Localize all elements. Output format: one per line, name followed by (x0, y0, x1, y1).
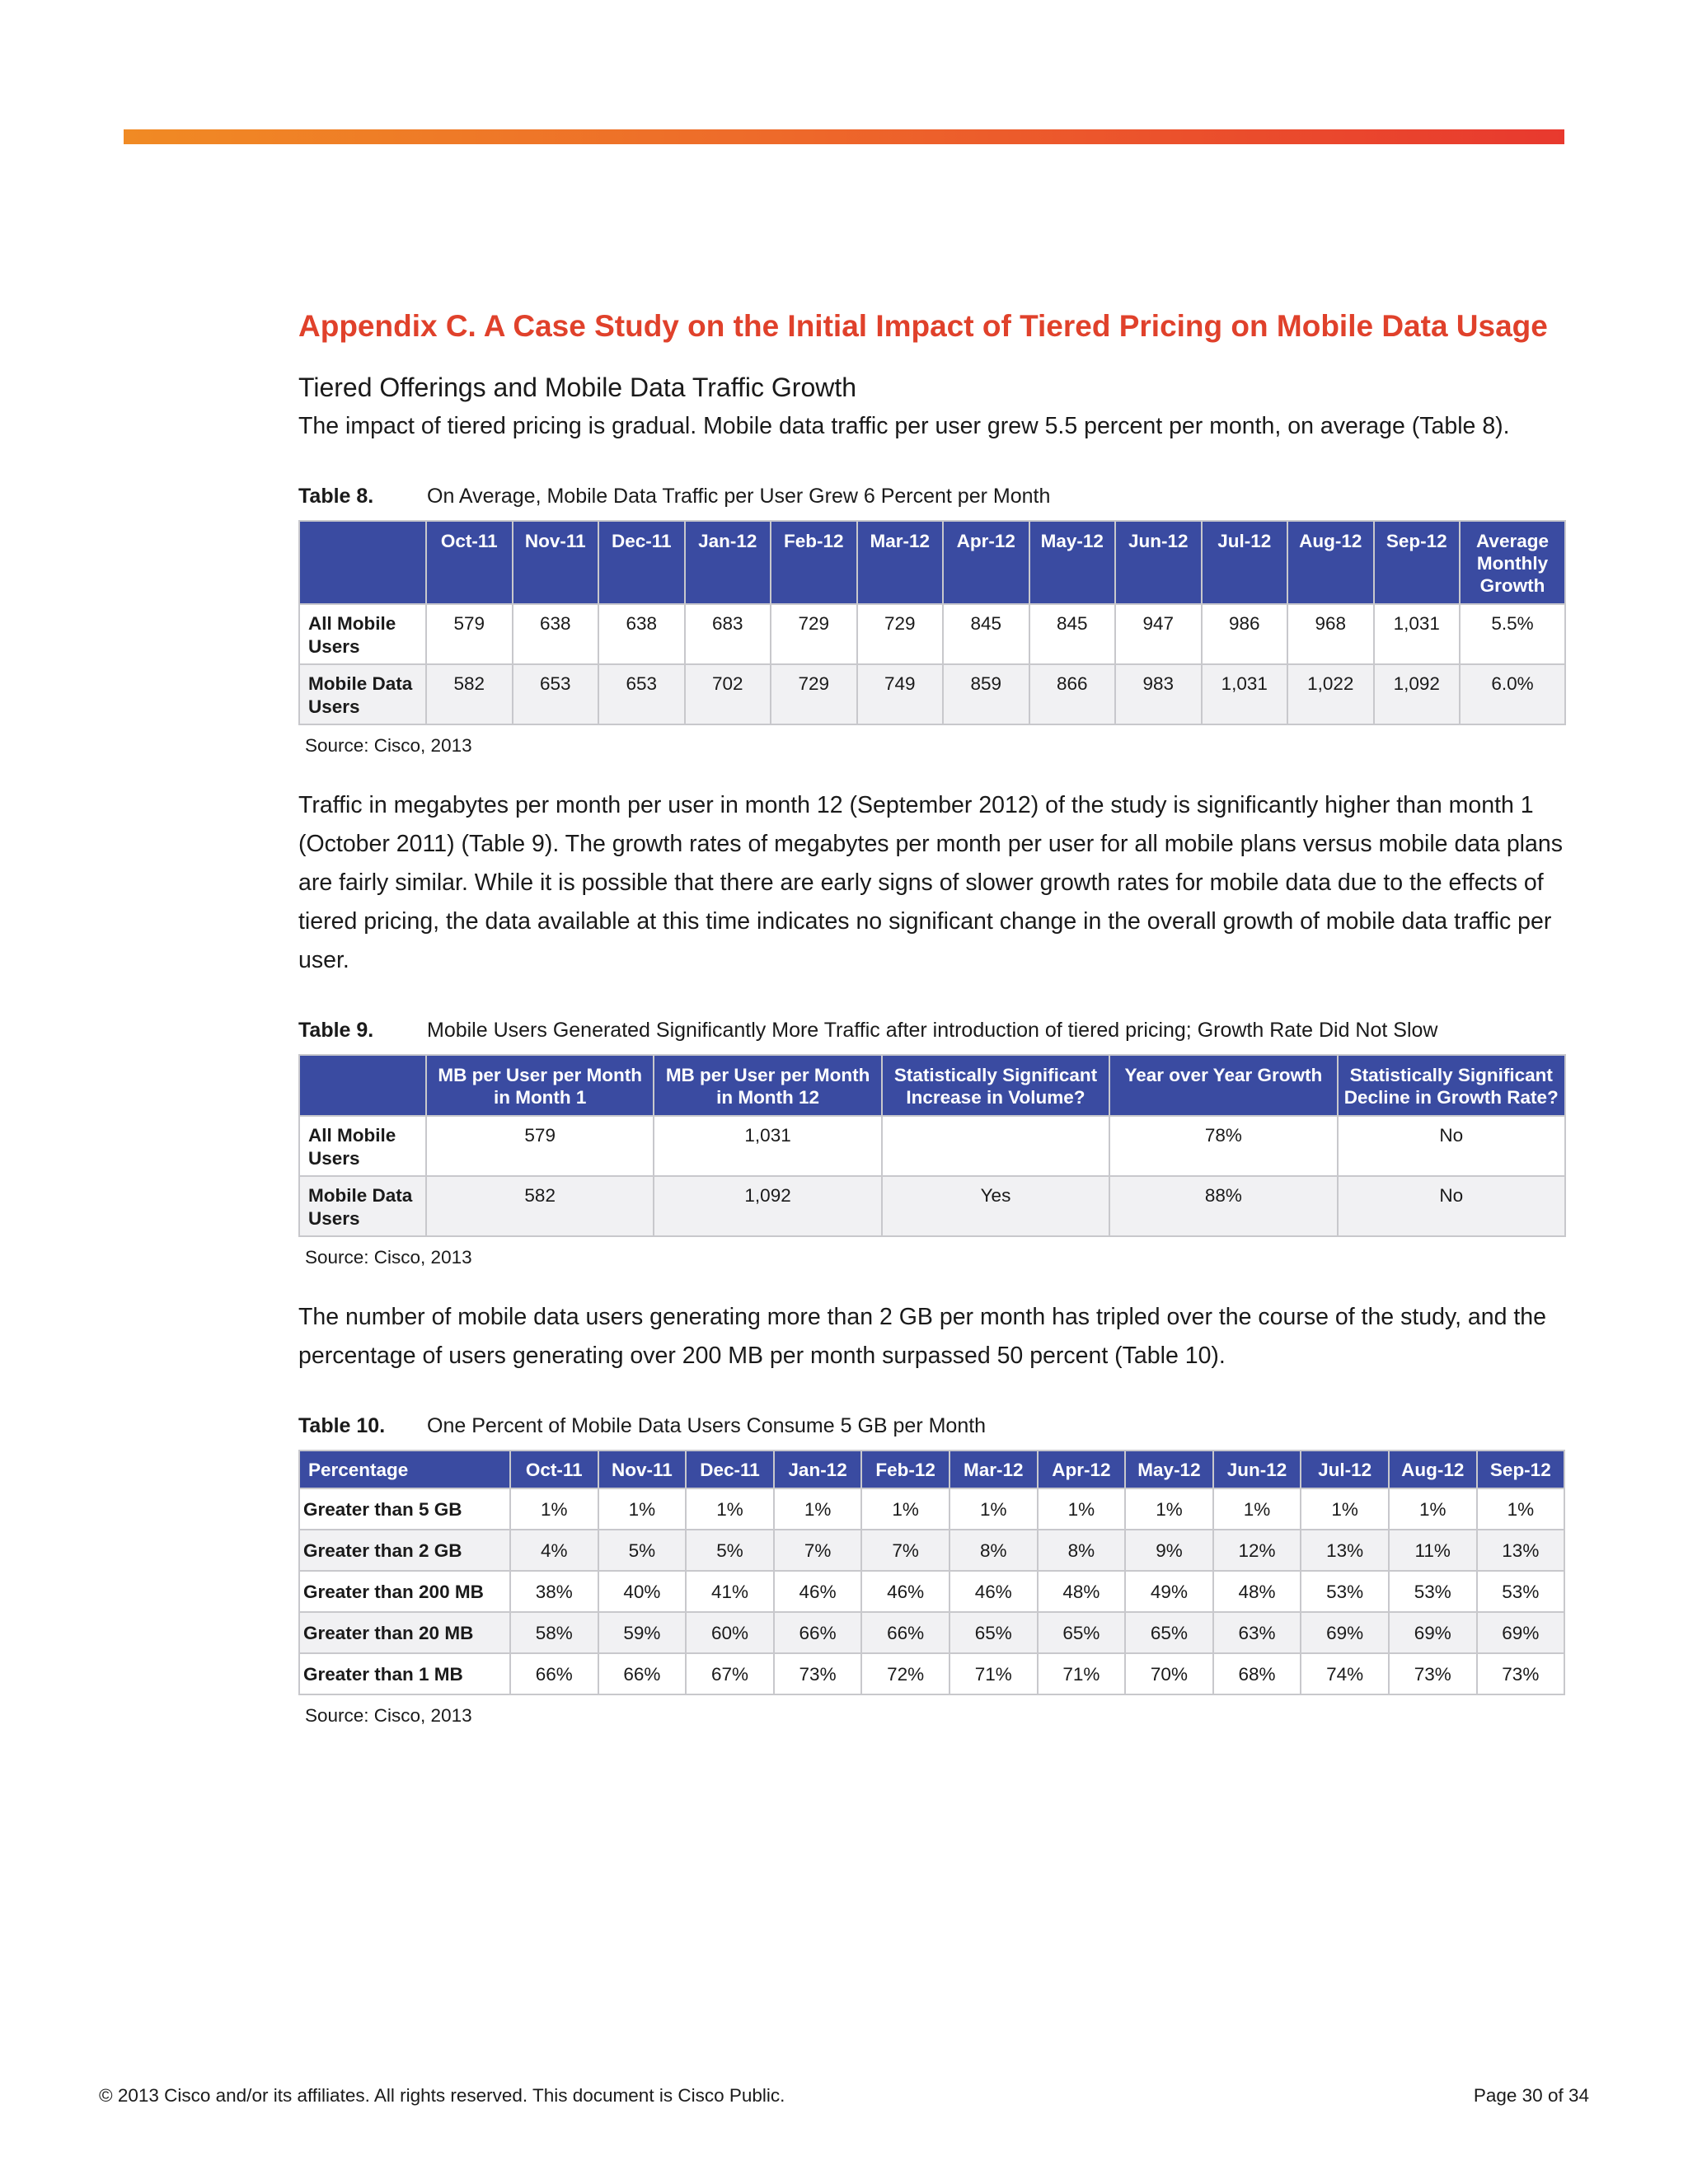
table-cell: 653 (598, 664, 685, 724)
column-header: May-12 (1029, 521, 1116, 604)
table-cell: 5% (686, 1530, 774, 1571)
column-header: Statistically Significant Decline in Growth Rate? (1338, 1055, 1565, 1116)
column-header (299, 1055, 426, 1116)
table-cell: 4% (510, 1530, 598, 1571)
page-content (298, 305, 1564, 1728)
table-10-title: One Percent of Mobile Data Users Consume 5 GB per Month (427, 1414, 987, 1437)
table-8-source: Source: Cisco, 2013 (305, 735, 472, 756)
table-cell: 13% (1477, 1530, 1565, 1571)
table-8-title: On Average, Mobile Data Traffic per User Grew 6 Percent per Month (427, 485, 1051, 508)
table-cell: 71% (950, 1653, 1038, 1694)
table-cell: 1,092 (1374, 664, 1461, 724)
table-cell: 986 (1202, 604, 1288, 664)
table-8-number: Table 8. (298, 485, 374, 508)
table-cell: 866 (1029, 664, 1116, 724)
table-cell: 638 (598, 604, 685, 664)
table-cell: 73% (1477, 1653, 1565, 1694)
column-header: Mar-12 (950, 1451, 1038, 1488)
table-cell: 582 (426, 1176, 654, 1236)
table-cell: 73% (774, 1653, 862, 1694)
column-header: MB per User per Month in Month 12 (654, 1055, 881, 1116)
table-cell: 1% (1477, 1488, 1565, 1530)
column-header: Year over Year Growth (1109, 1055, 1337, 1116)
column-header: Jan-12 (685, 521, 771, 604)
table-cell: 845 (943, 604, 1029, 664)
table-cell: 1% (1301, 1488, 1389, 1530)
table-cell: 13% (1301, 1530, 1389, 1571)
table-cell: 69% (1477, 1612, 1565, 1653)
table-cell: 67% (686, 1653, 774, 1694)
table-cell: 1% (774, 1488, 862, 1530)
table-cell: 729 (771, 604, 857, 664)
table-cell: 74% (1301, 1653, 1389, 1694)
table-cell: 1,031 (1374, 604, 1461, 664)
table-cell: 1% (950, 1488, 1038, 1530)
paragraph-1: The impact of tiered pricing is gradual. Mobile data traffic per user grew 5.5 percent per month, on average (Table 8). (298, 413, 1510, 439)
column-header: Jun-12 (1213, 1451, 1301, 1488)
paragraph-2: Traffic in megabytes per month per user in month 12 (September 2012) of the study is significantly higher than month 1 (October 2011) (Table 9). The growth rates of megabytes per month per user for all mobile plans versus mobile data plans are fairly similar. While it is possible that there are early signs of slower growth rates for mobile data due to the effects of tiered pricing, the data available at this time indicates no significant change in the overall growth of mobile data traffic per user. (298, 792, 1563, 973)
footer-copyright: © 2013 Cisco and/or its affiliates. All rights reserved. This document is Cisco Public. (99, 2085, 785, 2106)
column-header: Jul-12 (1301, 1451, 1389, 1488)
table-cell: 1,031 (654, 1116, 881, 1176)
table-10-caption (298, 1412, 1564, 1440)
table-header-row (299, 521, 1565, 604)
table-cell: 46% (950, 1571, 1038, 1612)
table-8 (298, 520, 1566, 725)
table-cell: 859 (943, 664, 1029, 724)
section-title: Tiered Offerings and Mobile Data Traffic Growth (298, 373, 857, 402)
table-cell: 63% (1213, 1612, 1301, 1653)
table-9-number: Table 9. (298, 1019, 374, 1042)
table-cell: 1,022 (1287, 664, 1374, 724)
table-cell: 749 (857, 664, 944, 724)
table-cell: 8% (950, 1530, 1038, 1571)
table-cell: 58% (510, 1612, 598, 1653)
table-cell: 653 (513, 664, 599, 724)
table-cell: 65% (1038, 1612, 1126, 1653)
table-cell: 12% (1213, 1530, 1301, 1571)
table-cell: 1,092 (654, 1176, 881, 1236)
table-cell: 65% (950, 1612, 1038, 1653)
table-cell: 1,031 (1202, 664, 1288, 724)
table-cell: 8% (1038, 1530, 1126, 1571)
row-header-cell: Greater than 2 GB (299, 1530, 510, 1571)
row-header-cell: All Mobile Users (299, 1116, 426, 1176)
table-cell: 66% (861, 1612, 950, 1653)
table-cell (882, 1116, 1109, 1176)
table-cell: 1% (1213, 1488, 1301, 1530)
table-cell: Yes (882, 1176, 1109, 1236)
column-header: Percentage (299, 1451, 510, 1488)
table-row (299, 664, 1565, 724)
table-cell: 845 (1029, 604, 1116, 664)
table-cell: 1% (1038, 1488, 1126, 1530)
column-header: Apr-12 (943, 521, 1029, 604)
table-row (299, 1530, 1564, 1571)
table-cell: 46% (861, 1571, 950, 1612)
table-row (299, 1488, 1564, 1530)
table-cell: 78% (1109, 1116, 1337, 1176)
table-cell: 582 (426, 664, 513, 724)
table-cell: 72% (861, 1653, 950, 1694)
row-header-cell: Mobile Data Users (299, 1176, 426, 1236)
table-10-number: Table 10. (298, 1414, 386, 1437)
table-cell: No (1338, 1176, 1565, 1236)
table-cell: 49% (1125, 1571, 1213, 1612)
table-cell: 66% (774, 1612, 862, 1653)
column-header: Feb-12 (861, 1451, 950, 1488)
column-header: Nov-11 (513, 521, 599, 604)
header-accent-bar (124, 129, 1564, 144)
column-header: Nov-11 (598, 1451, 687, 1488)
table-row (299, 1571, 1564, 1612)
table-cell: 71% (1038, 1653, 1126, 1694)
table-cell: 53% (1301, 1571, 1389, 1612)
table-10-source: Source: Cisco, 2013 (305, 1705, 472, 1726)
table-cell: 683 (685, 604, 771, 664)
table-cell: 65% (1125, 1612, 1213, 1653)
row-header-cell: Greater than 200 MB (299, 1571, 510, 1612)
appendix-title: Appendix C. A Case Study on the Initial Impact of Tiered Pricing on Mobile Data Usage (298, 309, 1548, 343)
table-cell: 88% (1109, 1176, 1337, 1236)
table-cell: 48% (1038, 1571, 1126, 1612)
table-cell: No (1338, 1116, 1565, 1176)
table-row (299, 1653, 1564, 1694)
column-header: Average Monthly Growth (1460, 521, 1565, 604)
table-cell: 38% (510, 1571, 598, 1612)
table-cell: 41% (686, 1571, 774, 1612)
table-cell: 48% (1213, 1571, 1301, 1612)
table-cell: 1% (598, 1488, 687, 1530)
column-header: Jun-12 (1115, 521, 1202, 604)
table-cell: 968 (1287, 604, 1374, 664)
footer-page-number: Page 30 of 34 (1473, 2085, 1589, 2106)
row-header-cell: Greater than 1 MB (299, 1653, 510, 1694)
table-9-caption (298, 1016, 1564, 1044)
column-header: Sep-12 (1477, 1451, 1565, 1488)
row-header-cell: All Mobile Users (299, 604, 426, 664)
table-cell: 7% (861, 1530, 950, 1571)
column-header: Sep-12 (1374, 521, 1461, 604)
table-cell: 73% (1389, 1653, 1477, 1694)
table-cell: 5% (598, 1530, 687, 1571)
column-header: Oct-11 (426, 521, 513, 604)
table-row (299, 1116, 1565, 1176)
row-header-cell: Greater than 20 MB (299, 1612, 510, 1653)
column-header: May-12 (1125, 1451, 1213, 1488)
column-header: Oct-11 (510, 1451, 598, 1488)
column-header: MB per User per Month in Month 1 (426, 1055, 654, 1116)
table-cell: 53% (1389, 1571, 1477, 1612)
table-cell: 1% (1389, 1488, 1477, 1530)
column-header: Jan-12 (774, 1451, 862, 1488)
table-cell: 638 (513, 604, 599, 664)
table-cell: 5.5% (1460, 604, 1565, 664)
table-cell: 947 (1115, 604, 1202, 664)
table-cell: 1% (861, 1488, 950, 1530)
column-header: Apr-12 (1038, 1451, 1126, 1488)
table-cell: 1% (510, 1488, 598, 1530)
column-header: Feb-12 (771, 521, 857, 604)
table-cell: 702 (685, 664, 771, 724)
table-cell: 60% (686, 1612, 774, 1653)
row-header-cell: Mobile Data Users (299, 664, 426, 724)
table-cell: 69% (1301, 1612, 1389, 1653)
column-header: Aug-12 (1287, 521, 1374, 604)
column-header: Statistically Significant Increase in Volume? (882, 1055, 1109, 1116)
table-header-row (299, 1451, 1564, 1488)
table-cell: 729 (771, 664, 857, 724)
table-cell: 1% (686, 1488, 774, 1530)
table-9 (298, 1054, 1566, 1237)
table-cell: 11% (1389, 1530, 1477, 1571)
table-cell: 40% (598, 1571, 687, 1612)
table-cell: 66% (510, 1653, 598, 1694)
table-cell: 1% (1125, 1488, 1213, 1530)
column-header: Jul-12 (1202, 521, 1288, 604)
table-cell: 70% (1125, 1653, 1213, 1694)
table-row (299, 1612, 1564, 1653)
table-9-title: Mobile Users Generated Significantly More Traffic after introduction of tiered pricing; Growth Rate Did Not Slow (427, 1019, 1438, 1042)
row-header-cell: Greater than 5 GB (299, 1488, 510, 1530)
table-cell: 9% (1125, 1530, 1213, 1571)
table-cell: 6.0% (1460, 664, 1565, 724)
table-cell: 983 (1115, 664, 1202, 724)
table-cell: 579 (426, 1116, 654, 1176)
table-8-caption (298, 482, 1564, 510)
table-cell: 59% (598, 1612, 687, 1653)
table-cell: 69% (1389, 1612, 1477, 1653)
table-row (299, 1176, 1565, 1236)
table-cell: 68% (1213, 1653, 1301, 1694)
table-cell: 53% (1477, 1571, 1565, 1612)
column-header: Aug-12 (1389, 1451, 1477, 1488)
table-row (299, 604, 1565, 664)
column-header: Dec-11 (686, 1451, 774, 1488)
table-cell: 66% (598, 1653, 687, 1694)
table-cell: 46% (774, 1571, 862, 1612)
table-9-source: Source: Cisco, 2013 (305, 1247, 472, 1268)
column-header (299, 521, 426, 604)
table-cell: 7% (774, 1530, 862, 1571)
table-cell: 579 (426, 604, 513, 664)
table-10 (298, 1450, 1565, 1695)
paragraph-3: The number of mobile data users generating more than 2 GB per month has tripled over the course of the study, and the percentage of users generating over 200 MB per month surpassed 50 percent (Table 10). (298, 1304, 1547, 1369)
column-header: Mar-12 (857, 521, 944, 604)
table-cell: 729 (857, 604, 944, 664)
column-header: Dec-11 (598, 521, 685, 604)
table-header-row (299, 1055, 1565, 1116)
